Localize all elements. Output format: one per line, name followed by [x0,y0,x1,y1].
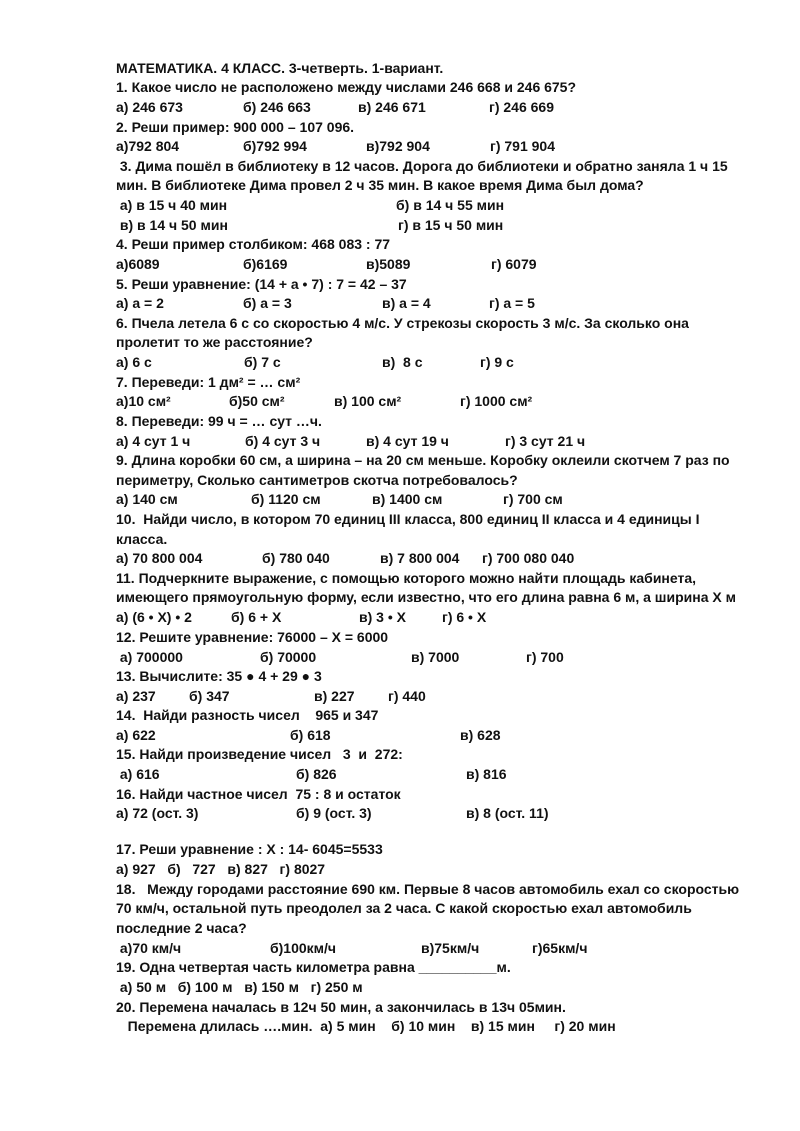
question-2-text: 2. Реши пример: 900 000 – 107 096. [116,119,355,135]
question-19-text: 19. Одна четвертая часть километра равна __________м. [116,959,511,975]
question-2-option-d[interactable]: г) 791 904 [490,138,555,154]
question-10-option-d[interactable]: г) 700 080 040 [482,550,575,566]
question-7-option-b[interactable]: б)50 см² [229,393,285,409]
question-11-text-line-2: имеющего прямоугольную форму, если известно, что его длина равна 6 м, а ширина Х м [116,589,736,605]
question-6-text-line-2: пролетит то же расстояние? [116,334,313,350]
question-14-text: 14. Найди разность чисел 965 и 347 [116,707,379,723]
question-13-text: 13. Вычислите: 35 ● 4 + 29 ● 3 [116,668,322,684]
question-13-option-d[interactable]: г) 440 [388,688,426,704]
question-11-option-c[interactable]: в) 3 • Х [359,609,406,625]
question-15-text: 15. Найди произведение чисел 3 и 272: [116,746,403,762]
question-7-text: 7. Переведи: 1 дм² = … см² [116,374,301,390]
question-16-option-b[interactable]: б) 9 (ост. 3) [296,805,372,821]
question-15-option-a[interactable]: а) 616 [116,766,160,782]
question-16-option-a[interactable]: а) 72 (ост. 3) [116,805,199,821]
question-13-option-a[interactable]: а) 237 [116,688,156,704]
question-4-option-a[interactable]: а)6089 [116,256,160,272]
question-8-option-a[interactable]: а) 4 сут 1 ч [116,433,191,449]
question-10-option-a[interactable]: а) 70 800 004 [116,550,203,566]
question-6-option-c[interactable]: в) 8 с [382,354,423,370]
worksheet-title: МАТЕМАТИКА. 4 КЛАСС. 3-четверть. 1-вариант. [116,60,444,76]
question-11-option-d[interactable]: г) 6 • Х [442,609,487,625]
question-6-option-a[interactable]: а) 6 с [116,354,152,370]
question-9-text-line-2: периметру, Сколько сантиметров скотча потребовалось? [116,472,518,488]
question-16-text: 16. Найди частное чисел 75 : 8 и остаток [116,786,401,802]
question-10-text-line-1: 10. Найди число, в котором 70 единиц III класса, 800 единиц II класса и 4 единицы I [116,511,700,527]
question-18-option-c[interactable]: в)75км/ч [421,940,480,956]
question-3-option-b[interactable]: б) в 14 ч 55 мин [396,197,505,213]
question-11-option-a[interactable]: а) (6 • Х) • 2 [116,609,192,625]
question-14-option-b[interactable]: б) 618 [290,727,331,743]
question-5-option-a[interactable]: а) а = 2 [116,295,164,311]
question-14-option-c[interactable]: в) 628 [460,727,501,743]
question-1-text: 1. Какое число не расположено между числами 246 668 и 246 675? [116,79,577,95]
question-5-option-c[interactable]: в) а = 4 [382,295,431,311]
question-7-option-d[interactable]: г) 1000 см² [460,393,533,409]
question-1-option-d[interactable]: г) 246 669 [489,99,554,115]
question-3-option-c[interactable]: в) в 14 ч 50 мин [116,217,228,233]
question-1-option-b[interactable]: б) 246 663 [243,99,311,115]
question-14-option-a[interactable]: а) 622 [116,727,156,743]
question-15-option-b[interactable]: б) 826 [296,766,337,782]
question-8-option-d[interactable]: г) 3 сут 21 ч [505,433,586,449]
question-9-option-a[interactable]: а) 140 см [116,491,178,507]
question-10-option-b[interactable]: б) 780 040 [262,550,330,566]
question-3-text-line-1: 3. Дима пошёл в библиотеку в 12 часов. Дорога до библиотеки и обратно заняла 1 ч 15 [116,158,728,174]
question-9-option-d[interactable]: г) 700 см [503,491,563,507]
question-3-option-a[interactable]: а) в 15 ч 40 мин [116,197,228,213]
question-12-option-c[interactable]: в) 7000 [411,649,460,665]
question-12-text: 12. Решите уравнение: 76000 – Х = 6000 [116,629,389,645]
question-3-option-d[interactable]: г) в 15 ч 50 мин [398,217,504,233]
question-6-option-b[interactable]: б) 7 с [244,354,281,370]
question-2-option-c[interactable]: в)792 904 [366,138,430,154]
question-13-option-b[interactable]: б) 347 [189,688,230,704]
question-3-text-line-2: мин. В библиотеке Дима провел 2 ч 35 мин. В какое время Дима был дома? [116,177,644,193]
question-18-text-line-2: 70 км/ч, остальной путь преодолел за 2 часа. С какой скоростью ехал автомобиль [116,900,692,916]
question-10-option-c[interactable]: в) 7 800 004 [380,550,460,566]
question-5-option-b[interactable]: б) а = 3 [243,295,292,311]
question-4-option-d[interactable]: г) 6079 [491,256,537,272]
question-9-option-c[interactable]: в) 1400 см [372,491,443,507]
question-18-text-line-3: последние 2 часа? [116,920,247,936]
question-6-text-line-1: 6. Пчела летела 6 с со скоростью 4 м/с. У стрекозы скорость 3 м/с. За сколько она [116,315,689,331]
question-18-text-line-1: 18. Между городами расстояние 690 км. Первые 8 часов автомобиль ехал со скоростью [116,881,740,897]
question-8-text: 8. Переведи: 99 ч = … сут …ч. [116,413,322,429]
question-4-option-b[interactable]: б)6169 [243,256,288,272]
question-1-option-a[interactable]: а) 246 673 [116,99,183,115]
question-20-text-line-1: 20. Перемена началась в 12ч 50 мин, а закончилась в 13ч 05мин. [116,999,566,1015]
question-4-text: 4. Реши пример столбиком: 468 083 : 77 [116,236,391,252]
question-6-option-d[interactable]: г) 9 с [480,354,514,370]
question-18-option-a[interactable]: а)70 км/ч [116,940,182,956]
question-9-option-b[interactable]: б) 1120 см [251,491,321,507]
question-5-option-d[interactable]: г) а = 5 [489,295,535,311]
question-2-option-b[interactable]: б)792 994 [243,138,307,154]
question-15-option-c[interactable]: в) 816 [466,766,507,782]
question-18-option-d[interactable]: г)65км/ч [532,940,588,956]
question-12-option-a[interactable]: а) 700000 [116,649,183,665]
question-7-option-a[interactable]: а)10 см² [116,393,171,409]
question-2-option-a[interactable]: а)792 804 [116,138,180,154]
question-16-option-c[interactable]: в) 8 (ост. 11) [466,805,549,821]
question-7-option-c[interactable]: в) 100 см² [334,393,402,409]
question-18-option-b[interactable]: б)100км/ч [270,940,337,956]
question-13-option-c[interactable]: в) 227 [314,688,355,704]
question-8-option-b[interactable]: б) 4 сут 3 ч [245,433,321,449]
question-10-text-line-2: класса. [116,531,168,547]
question-19-options[interactable]: а) 50 м б) 100 м в) 150 м г) 250 м [116,979,363,995]
question-17-text: 17. Реши уравнение : Х : 14- 6045=5533 [116,841,383,857]
question-12-option-b[interactable]: б) 70000 [260,649,317,665]
question-5-text: 5. Реши уравнение: (14 + а • 7) : 7 = 42 – 37 [116,276,407,292]
question-8-option-c[interactable]: в) 4 сут 19 ч [366,433,449,449]
question-11-text-line-1: 11. Подчеркните выражение, с помощью которого можно найти площадь кабинета, [116,570,697,586]
question-4-option-c[interactable]: в)5089 [366,256,411,272]
question-20-text-line-2[interactable]: Перемена длилась ….мин. а) 5 мин б) 10 мин в) 15 мин г) 20 мин [116,1018,616,1034]
question-17-options[interactable]: а) 927 б) 727 в) 827 г) 8027 [116,861,326,877]
question-11-option-b[interactable]: б) 6 + Х [231,609,282,625]
question-12-option-d[interactable]: г) 700 [526,649,564,665]
question-9-text-line-1: 9. Длина коробки 60 см, а ширина – на 20 см меньше. Коробку оклеили скотчем 7 раз по [116,452,730,468]
question-1-option-c[interactable]: в) 246 671 [358,99,426,115]
